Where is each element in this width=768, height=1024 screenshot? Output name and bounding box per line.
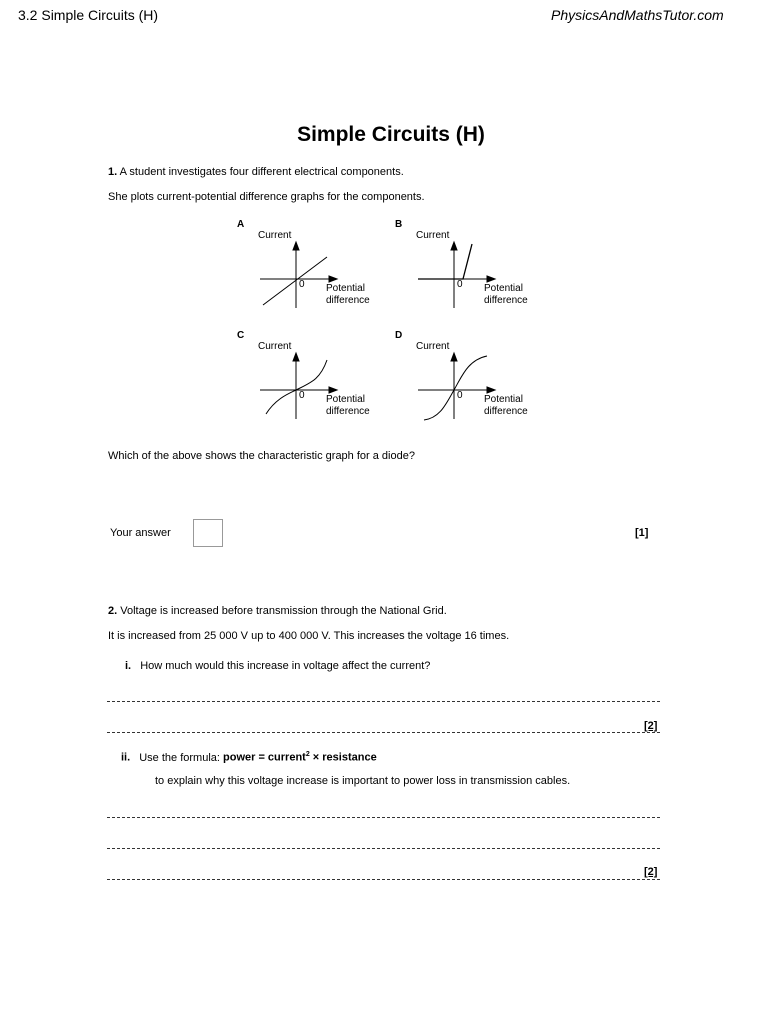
page-title: Simple Circuits (H) xyxy=(297,123,485,146)
q2-i-marks: [2] xyxy=(644,720,658,732)
q2-i-answer-line-1[interactable] xyxy=(107,701,660,702)
graph-d-x-arrow xyxy=(487,387,495,393)
q2-formula-sup: 2 xyxy=(305,751,310,758)
graph-c-x-label-1: Potential xyxy=(326,394,365,405)
header-right: PhysicsAndMathsTutor.com xyxy=(551,7,724,23)
q2-ii-answer-line-2[interactable] xyxy=(107,848,660,849)
q2-line2: It is increased from 25 000 V up to 400 000 V. This increases the voltage 16 times. xyxy=(108,630,510,642)
graph-a-x-label-2: difference xyxy=(326,295,370,306)
q2-formula-a: power = current xyxy=(223,751,306,764)
q1-answer-label: Your answer xyxy=(110,527,171,539)
q2-part-ii-line2: to explain why this voltage increase is important to power loss in transmission cables. xyxy=(155,775,571,787)
q2-line1: Voltage is increased before transmission through the National Grid. xyxy=(120,605,447,617)
graph-d-x-label-1: Potential xyxy=(484,394,523,405)
graph-b-x-label-2: difference xyxy=(484,295,528,306)
header-left: 3.2 Simple Circuits (H) xyxy=(18,7,159,23)
q2-i-answer-line-2[interactable] xyxy=(107,732,660,733)
graph-d-curve xyxy=(424,356,487,420)
q1-line2: She plots current-potential difference graphs for the components. xyxy=(108,191,425,203)
graph-c-x-label-2: difference xyxy=(326,406,370,417)
graph-d-x-label-2: difference xyxy=(484,406,528,417)
graph-a-letter: A xyxy=(237,219,245,230)
graph-d-y-arrow xyxy=(451,353,457,361)
q1-number: 1. xyxy=(108,166,118,178)
graph-b-letter: B xyxy=(395,219,403,230)
q2-ii-answer-line-3[interactable] xyxy=(107,879,660,880)
graph-d-letter: D xyxy=(395,330,403,341)
graph-d-y-label: Current xyxy=(416,341,450,352)
q2-ii-answer-line-1[interactable] xyxy=(107,817,660,818)
q2-formula-b: × resistance xyxy=(309,751,377,764)
q1-line1: A student investigates four different electrical components. xyxy=(119,166,404,178)
graph-c-origin: 0 xyxy=(299,390,305,401)
q2-number: 2. xyxy=(108,605,118,617)
graph-c-y-label: Current xyxy=(258,341,292,352)
graph-a-y-label: Current xyxy=(258,230,292,241)
q2-intro xyxy=(108,605,447,617)
graph-a-x-label-1: Potential xyxy=(326,283,365,294)
q2-part-ii xyxy=(121,751,377,764)
q1-marks: [1] xyxy=(635,527,649,539)
q2-ii-marks: [2] xyxy=(644,866,658,878)
q2-part-ii-label: ii. xyxy=(121,751,131,764)
q2-part-i-text: How much would this increase in voltage affect the current? xyxy=(140,660,431,672)
q2-part-ii-prefix: Use the formula: xyxy=(139,751,223,764)
q2-part-i xyxy=(125,660,430,672)
graph-d-origin: 0 xyxy=(457,390,463,401)
q1-answer-box[interactable] xyxy=(193,519,223,547)
graph-a-origin: 0 xyxy=(299,279,305,290)
q2-part-i-label: i. xyxy=(125,660,132,672)
graph-b-y-label: Current xyxy=(416,230,450,241)
graph-c-letter: C xyxy=(237,330,245,341)
graph-b-x-label-1: Potential xyxy=(484,283,523,294)
q1-question: Which of the above shows the characteristic graph for a diode? xyxy=(108,450,415,462)
graph-b-origin: 0 xyxy=(457,279,463,290)
